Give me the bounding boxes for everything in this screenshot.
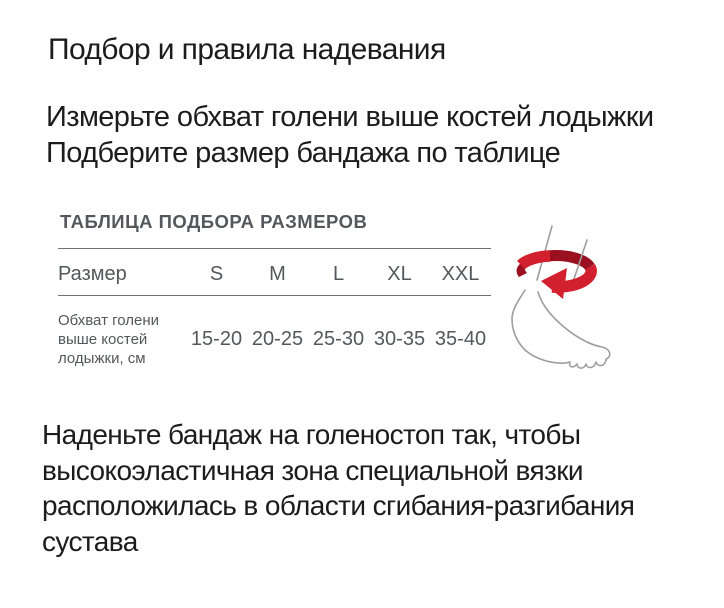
instruction-line-2: высокоэластичная зона специальной вязки — [42, 454, 583, 486]
page-title: Подбор и правила надевания — [48, 33, 446, 66]
size-table-data-row — [58, 306, 491, 372]
ankle-measurement-illustration — [500, 220, 630, 405]
size-value-l: L — [332, 262, 345, 285]
size-table-header-row — [58, 255, 491, 293]
foot-outline — [512, 290, 610, 368]
measure-band-back — [548, 256, 590, 267]
size-value-xxl: XXL — [441, 262, 480, 285]
size-table-title: ТАБЛИЦА ПОДБОРА РАЗМЕРОВ — [60, 211, 368, 232]
intro-text — [46, 99, 654, 171]
circumference-row-label: Обхват голени выше костей лодыжки, см — [58, 311, 160, 367]
instruction-text — [42, 417, 634, 559]
circumference-range-xl: 30-35 — [373, 327, 426, 350]
circumference-range-l: 25-30 — [312, 327, 365, 350]
table-rule-middle — [58, 295, 491, 296]
circumference-range-m: 20-25 — [251, 327, 304, 350]
intro-line-measure: Измерьте обхват голени выше костей лодыжки — [46, 101, 654, 133]
size-value-s: S — [209, 262, 224, 285]
size-value-m: M — [269, 262, 286, 285]
circumference-range-xxl: 35-40 — [434, 327, 487, 350]
size-value-xl: XL — [387, 262, 412, 285]
instruction-line-3: расположилась в области сгибания-разгибания — [42, 490, 635, 521]
intro-line-select-size: Подберите размер бандажа по таблице — [46, 137, 561, 169]
instruction-line-1: Наденьте бандаж на голеностоп так, чтобы — [42, 419, 581, 450]
table-rule-top — [58, 248, 491, 249]
circumference-range-s: 15-20 — [190, 327, 243, 350]
measure-arrowhead — [541, 268, 567, 299]
size-row-label: Размер — [58, 262, 127, 285]
instruction-line-4: сустава — [42, 525, 138, 557]
